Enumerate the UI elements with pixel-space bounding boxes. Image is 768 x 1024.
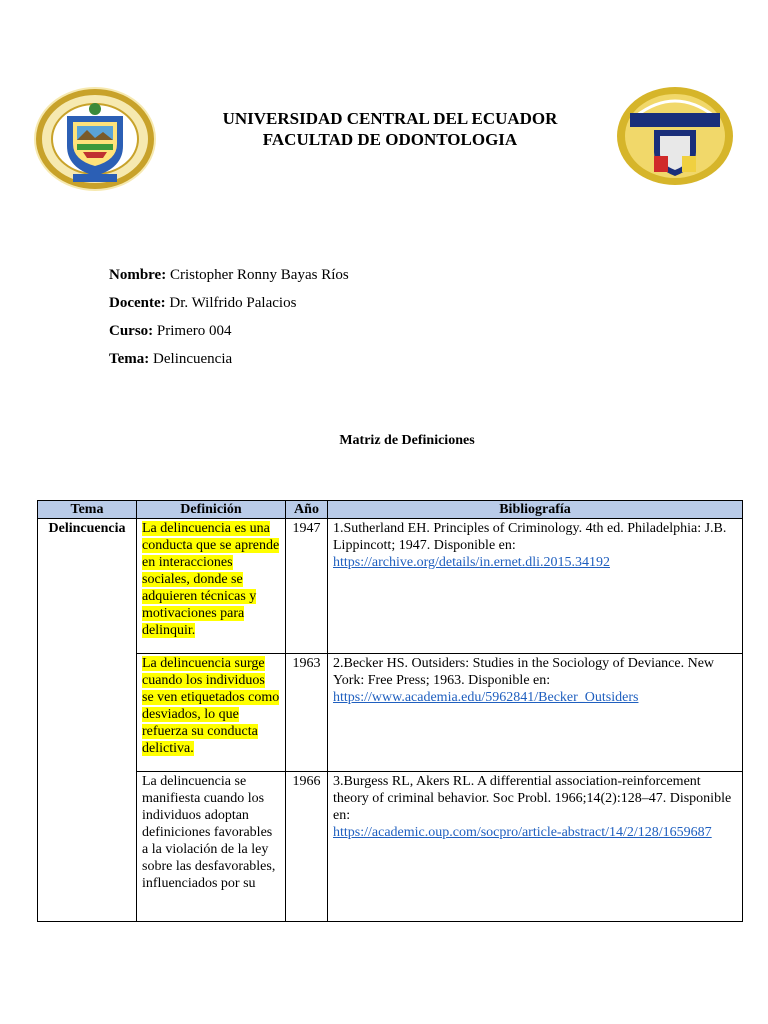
nombre-label: Nombre: bbox=[109, 267, 167, 283]
teacher-line bbox=[109, 294, 296, 312]
university-name: UNIVERSIDAD CENTRAL DEL ECUADOR bbox=[222, 109, 558, 128]
odontologia-emblem-icon bbox=[616, 86, 734, 186]
tema-value: Delincuencia bbox=[153, 351, 233, 367]
docente-value: Dr. Wilfrido Palacios bbox=[169, 295, 297, 311]
year-cell: 1947 bbox=[286, 519, 328, 654]
definition-text: La delincuencia es una conducta que se aprende en interacciones sociales, donde se adquieren técnicas y motivaciones para delinquir. bbox=[142, 521, 280, 638]
year-cell: 1963 bbox=[286, 654, 328, 772]
definition-cell bbox=[137, 772, 286, 922]
curso-value: Primero 004 bbox=[156, 323, 232, 339]
definition-text: La delincuencia surge cuando los individuos se ven etiquetados como desviados, lo que refuerza su conducta delictiva. bbox=[142, 656, 280, 756]
bibliography-cell bbox=[328, 519, 743, 654]
student-name-line bbox=[109, 266, 349, 284]
nombre-value: Cristopher Ronny Bayas Ríos bbox=[169, 267, 349, 283]
definition-cell bbox=[137, 519, 286, 654]
table-row bbox=[38, 772, 743, 922]
bibliography-cell bbox=[328, 654, 743, 772]
table-row bbox=[38, 654, 743, 772]
bibliography-link[interactable]: https://academic.oup.com/socpro/article-abstract/14/2/128/1659687 bbox=[333, 825, 712, 840]
bibliography-text: 3.Burgess RL, Akers RL. A differential association-reinforcement theory of criminal behavior. Soc Probl. 1966;14(2):128–47. Disponible en: bbox=[333, 774, 732, 823]
topic-line bbox=[109, 350, 232, 368]
table-row bbox=[38, 519, 743, 654]
faculty-name: FACULTAD DE ODONTOLOGIA bbox=[262, 130, 518, 149]
header-bibliografia: Bibliografía bbox=[328, 501, 743, 519]
header-definicion: Definición bbox=[137, 501, 286, 519]
curso-label: Curso: bbox=[109, 323, 154, 339]
university-seal-icon bbox=[33, 86, 157, 192]
definitions-table bbox=[37, 500, 743, 922]
table-header-row bbox=[38, 501, 743, 519]
bibliography-text: 1.Sutherland EH. Principles of Criminology. 4th ed. Philadelphia: J.B. Lippincott; 1947. Disponible en: bbox=[333, 521, 727, 553]
header-tema: Tema bbox=[38, 501, 137, 519]
tema-cell: Delincuencia bbox=[38, 519, 137, 922]
tema-label: Tema: bbox=[109, 351, 150, 367]
header-anio: Año bbox=[286, 501, 328, 519]
bibliography-text: 2.Becker HS. Outsiders: Studies in the Sociology of Deviance. New York: Free Press; 1963. Disponible en: bbox=[333, 656, 715, 688]
bibliography-link[interactable]: https://www.academia.edu/5962841/Becker_Outsiders bbox=[333, 690, 639, 705]
matrix-title: Matriz de Definiciones bbox=[339, 433, 475, 448]
docente-label: Docente: bbox=[109, 295, 166, 311]
definition-cell bbox=[137, 654, 286, 772]
year-cell: 1966 bbox=[286, 772, 328, 922]
bibliography-cell bbox=[328, 772, 743, 922]
course-line bbox=[109, 322, 232, 340]
bibliography-link[interactable]: https://archive.org/details/in.ernet.dli.2015.34192 bbox=[333, 555, 610, 570]
definition-text: La delincuencia se manifiesta cuando los individuos adoptan definiciones favorables a la violación de la ley sobre las desfavorables, influenciados por su bbox=[142, 774, 276, 891]
